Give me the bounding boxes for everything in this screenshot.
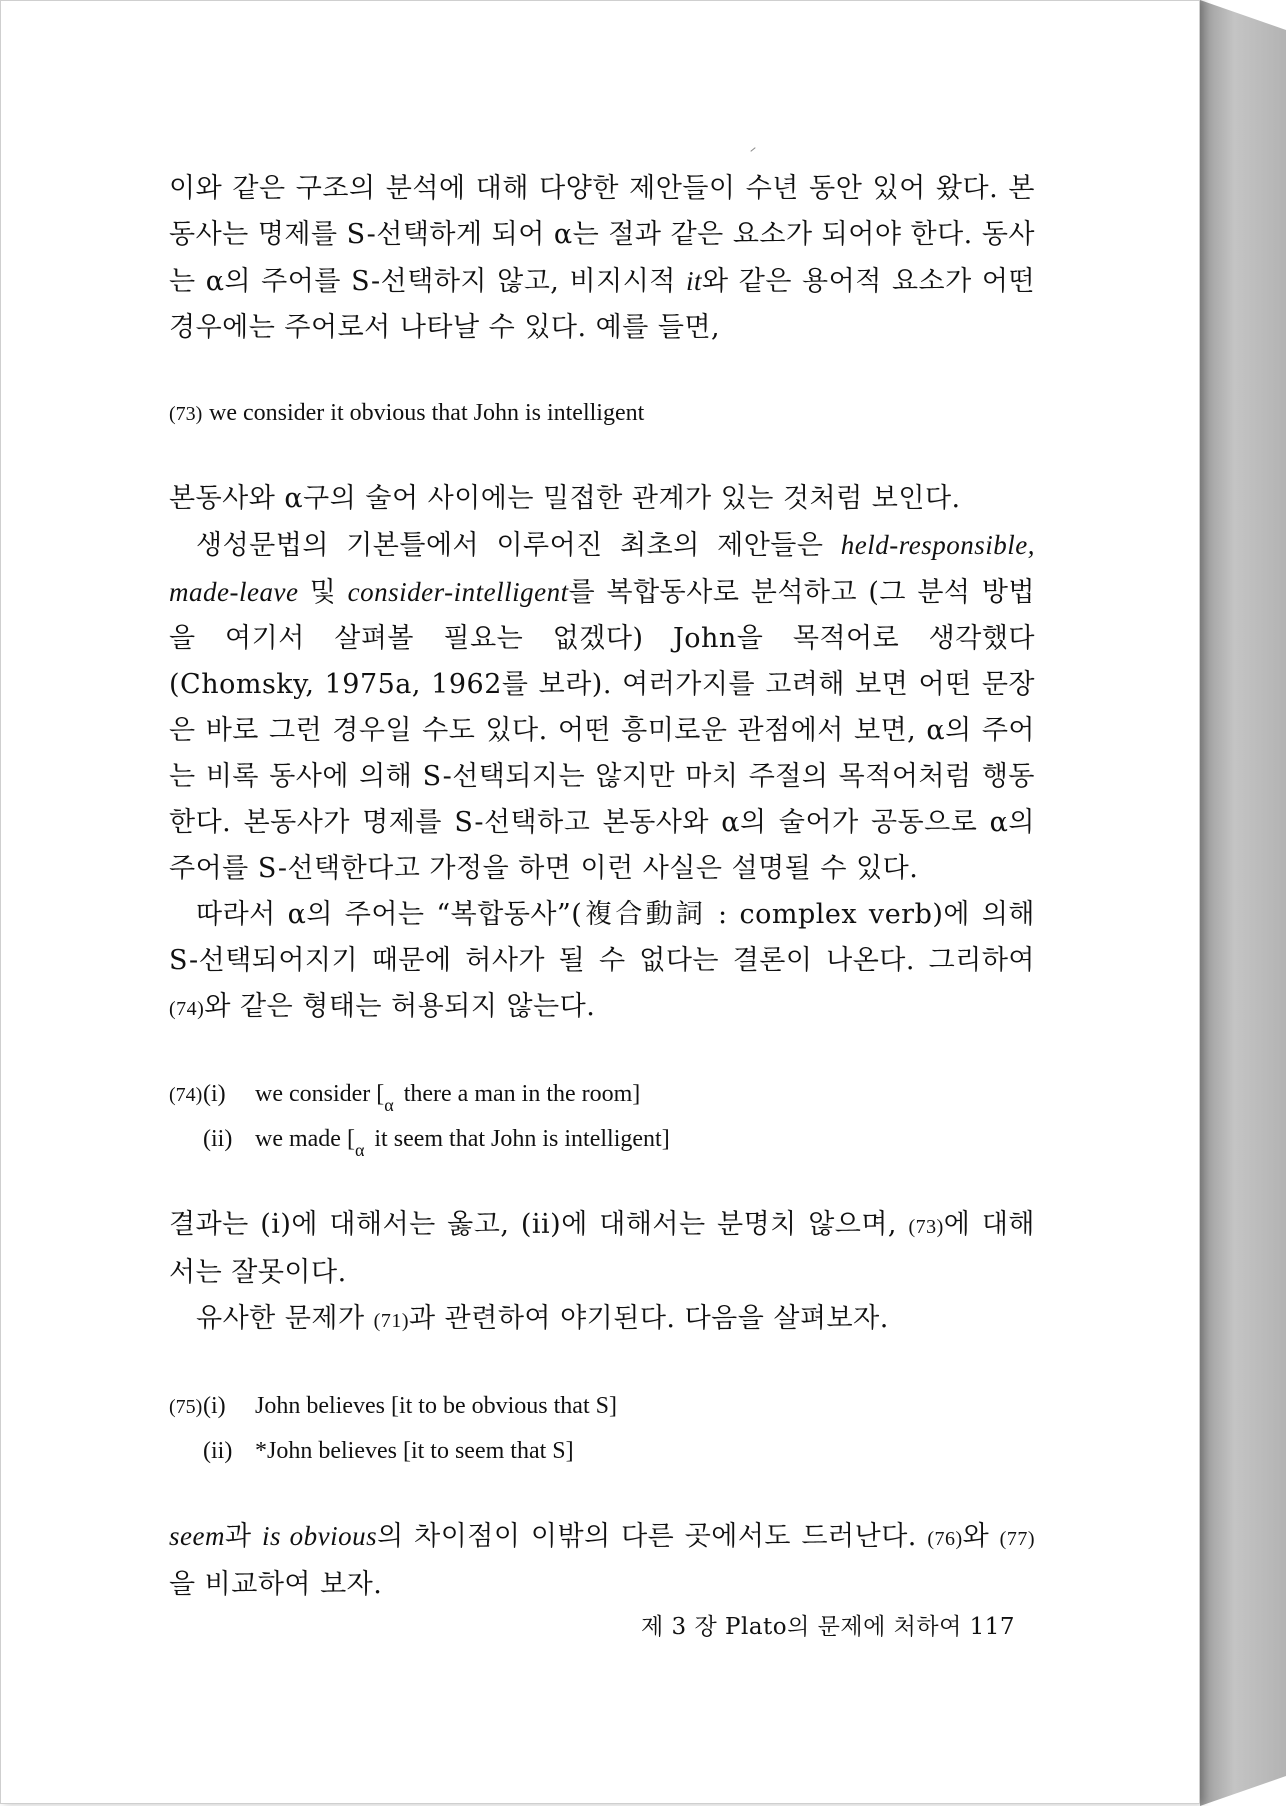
example-74-i: (74)(i) we consider [$_\alpha$ there a man in the room] bbox=[169, 1081, 641, 1115]
page-content bbox=[169, 166, 1035, 1608]
paragraph-result: 결과는 (i)에 대해서는 옳고, (ii)에 대해서는 분명치 않으며, (73)에 대해서는 잘못이다. bbox=[169, 1209, 1035, 1288]
example-73: (73) we consider it obvious that John is intelligent bbox=[169, 400, 645, 426]
example-75-i: (75)(i) John believes [it to be obvious that S] bbox=[169, 1393, 617, 1419]
paragraph-seem-obvious: seem과 is obvious의 차이점이 이밖의 다른 곳에서도 드러난다. (76)와 (77)을 비교하여 보자. bbox=[169, 1521, 1035, 1600]
example-75-ii: (ii) *John believes [it to seem that S] bbox=[203, 1438, 574, 1464]
paragraph-similar-problem: 유사한 문제가 (71)과 관련하여 야기된다. 다음을 살펴보자. bbox=[196, 1303, 889, 1334]
page-mark bbox=[750, 147, 755, 152]
example-75 bbox=[169, 1384, 1035, 1473]
paragraph-complex-verb: 따라서 α의 주어는 “복합동사”(複合動詞 : complex verb)에 의해 S-선택되어지기 때문에 허사가 될 수 없다는 결론이 나온다. 그리하여 (74)와 같은 형태는 허용되지 않는다. bbox=[169, 899, 1035, 1022]
paragraph-intro: 이와 같은 구조의 분석에 대해 다양한 제안들이 수년 동안 있어 왔다. 본동사는 명제를 S-선택하게 되어 α는 절과 같은 요소가 되어야 한다. 동사는 α의 주어를 S-선택하지 않고, 비지시적 it와 같은 용어적 요소가 어떤 경우에는 주어로서 나타날 수 있다. 예를 들면, bbox=[169, 173, 1036, 343]
page-footer: 제 3 장 Plato의 문제에 처하여 117 bbox=[641, 1614, 1015, 1640]
paragraph-generative-grammar: 생성문법의 기본틀에서 이루어진 최초의 제안들은 held-responsible, made-leave 및 consider-intelligent를 복합동사로 분석하고 (그 분석 방법을 여기서 살펴볼 필요는 없겠다) John을 목적어로 생각했다(Chomsky, 1975a, 1962를 보라). 여러가지를 고려해 보면 어떤 문장은 바로 그런 경우일 수도 있다. 어떤 흥미로운 관점에서 보면, α의 주어는 비록 동사에 의해 S-선택되지는 않지만 마치 주절의 목적어처럼 행동한다. 본동사가 명제를 S-선택하고 본동사와 α의 술어가 공동으로 α의 주어를 S-선택한다고 가정을 하면 이런 사실은 설명될 수 있다. bbox=[169, 530, 1035, 884]
book-side-edge bbox=[1200, 0, 1286, 1806]
example-74-ii: (ii) we made [$_\alpha$ it seem that John is intelligent] bbox=[203, 1126, 670, 1160]
paragraph-relation: 본동사와 α구의 술어 사이에는 밀접한 관계가 있는 것처럼 보인다. bbox=[169, 483, 961, 514]
example-74 bbox=[169, 1072, 1035, 1162]
